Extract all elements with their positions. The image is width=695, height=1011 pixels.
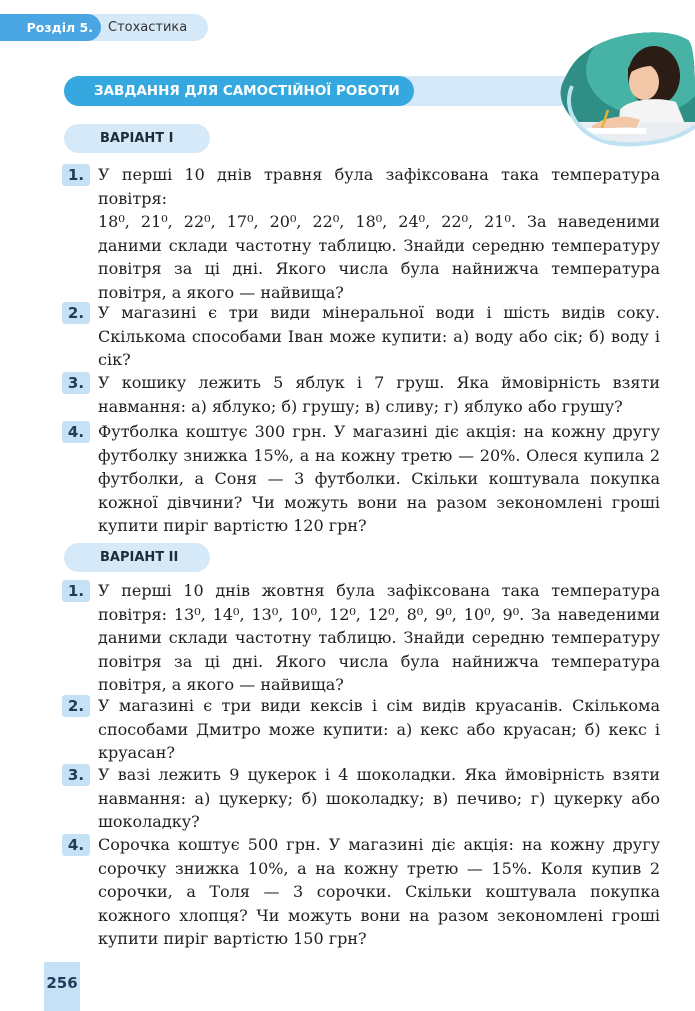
task-text: У перші 10 днів травня була зафіксована така температура повітря: 18⁰, 21⁰, 22⁰, 17⁰, 20⁰, 22⁰, 18⁰, 24⁰, 22⁰, 21⁰. За наведеними даними склади частотну таблицю. Знайди середню температуру повітря за ці дні. Якого числа була найнижча температура повітря, а якого — найвища? xyxy=(98,165,660,302)
task-text: У вазі лежить 9 цукерок і 4 шоколадки. Яка ймовірність взяти навмання: а) цукерку; б) шоколадку; в) печиво; г) цукерку або шоколадку? xyxy=(98,765,660,831)
task-number: 3. xyxy=(62,764,90,786)
section-name: Стохастика xyxy=(108,20,188,35)
variant-1-task-4 xyxy=(62,420,660,538)
variant-2-task-1 xyxy=(62,579,660,697)
task-text: Сорочка коштує 500 грн. У магазині діє акція: на кожну другу сорочку знижка 10%, а на кожну третю — 15%. Коля купив 2 сорочки, а Толя — 3 сорочки. Скільки коштувала покупка кожного хлопця? Чи можуть вони на разом зекономлені гроші купити пиріг вартістю 150 грн? xyxy=(98,835,660,948)
section-label: Розділ 5. xyxy=(0,14,101,41)
task-number: 2. xyxy=(62,302,90,324)
task-text: У перші 10 днів жовтня була зафіксована така температура повітря: 13⁰, 14⁰, 13⁰, 10⁰, 12⁰, 12⁰, 8⁰, 9⁰, 10⁰, 9⁰. За наведеними даними склади частотну таблицю. Знайди середню температуру повітря за ці дні. Якого числа була найнижча температура повітря, а якого — найвища? xyxy=(98,581,660,694)
task-number: 4. xyxy=(62,834,90,856)
task-number: 2. xyxy=(62,695,90,717)
task-number: 4. xyxy=(62,421,90,443)
task-number: 1. xyxy=(62,580,90,602)
variant-1-task-3 xyxy=(62,371,660,418)
section-header xyxy=(0,14,208,41)
variant-1-task-2 xyxy=(62,301,660,372)
variant-2-task-4 xyxy=(62,833,660,951)
page-number: 256 xyxy=(44,962,80,1011)
variant-1-title: ВАРІАНТ I xyxy=(64,124,210,153)
task-number: 1. xyxy=(62,164,90,186)
task-text: У магазині є три види мінеральної води і шість видів соку. Скількома способами Іван може купити: а) воду або сік; б) воду і сік? xyxy=(98,303,660,369)
variant-2-task-3 xyxy=(62,763,660,834)
student-illustration xyxy=(556,30,695,148)
task-number: 3. xyxy=(62,372,90,394)
variant-1-task-1 xyxy=(62,163,660,304)
task-text: Футболка коштує 300 грн. У магазині діє акція: на кожну другу футболку знижка 15%, а на кожну третю — 20%. Олеся купила 2 футболки, а Соня — 3 футболки. Скільки коштувала покупка кожної дівчини? Чи можуть вони на разом зекономлені гроші купити пиріг вартістю 120 грн? xyxy=(98,422,660,535)
banner-title: ЗАВДАННЯ ДЛЯ САМОСТІЙНОЇ РОБОТИ xyxy=(64,76,414,106)
variant-2-title: ВАРІАНТ II xyxy=(64,543,210,572)
variant-2-task-2 xyxy=(62,694,660,765)
task-text: У магазині є три види кексів і сім видів круасанів. Скількома способами Дмитро може купити: а) кекс або круасан; б) кекс і круасан? xyxy=(98,696,660,762)
task-text: У кошику лежить 5 яблук і 7 груш. Яка ймовірність взяти навмання: а) яблуко; б) грушу; в) сливу; г) яблуко або грушу? xyxy=(98,373,660,416)
